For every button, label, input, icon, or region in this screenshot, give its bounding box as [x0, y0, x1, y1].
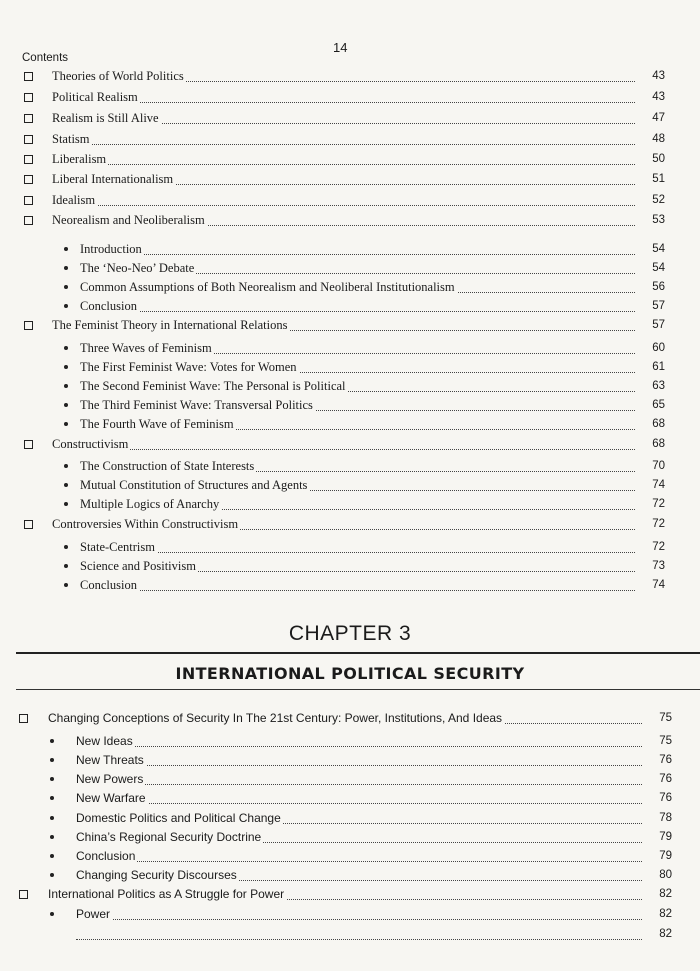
toc-entry: [0, 732, 700, 750]
dot-leader: [80, 576, 635, 591]
toc-entry: [0, 789, 700, 807]
toc-entry: [0, 538, 700, 556]
contents-header: Contents: [22, 52, 69, 64]
dot-leader: [52, 191, 635, 206]
bullet-icon: [64, 564, 68, 568]
toc-entry-page: 48: [635, 130, 665, 148]
toc-entry: [0, 515, 700, 533]
toc-entry-page: 72: [635, 538, 665, 556]
toc-entry: [0, 396, 700, 414]
toc-entry-label: Idealism: [52, 193, 96, 207]
checkbox-square-icon: [19, 890, 28, 899]
dot-leader: [76, 732, 642, 747]
toc-entry-page: 76: [642, 770, 672, 788]
toc-entry-label: Political Realism: [52, 90, 138, 104]
toc-entry-page: 63: [635, 377, 665, 395]
toc-entry-label: Theories of World Politics: [52, 69, 184, 83]
bullet-icon: [50, 816, 54, 820]
bullet-icon: [64, 422, 68, 426]
toc-entry-page: 65: [635, 396, 665, 414]
toc-entry: [0, 170, 700, 188]
checkbox-square-icon: [24, 114, 33, 123]
toc-entry-page: 79: [642, 828, 672, 846]
bullet-icon: [64, 403, 68, 407]
toc-entry-page: 54: [635, 259, 665, 277]
dot-leader: [76, 770, 642, 785]
toc-entry-label: Constructivism: [52, 437, 129, 451]
dot-leader: [76, 847, 642, 862]
chapter-rule-thin: [16, 689, 700, 690]
toc-entry-label: State-Centrism: [80, 540, 155, 554]
toc-entry: [0, 150, 700, 168]
bullet-icon: [64, 384, 68, 388]
toc-entry-label: The Fourth Wave of Feminism: [80, 417, 234, 431]
toc-entry: [0, 67, 700, 85]
toc-entry-label: Changing Security Discourses: [76, 868, 237, 882]
checkbox-square-icon: [24, 155, 33, 164]
toc-entry: [0, 866, 700, 884]
dot-leader: [76, 905, 642, 920]
toc-entry-label: Power: [76, 907, 111, 921]
checkbox-square-icon: [24, 135, 33, 144]
bullet-icon: [64, 346, 68, 350]
toc-entry-page: 76: [642, 789, 672, 807]
toc-entry-label: Changing Conceptions of Security In The 21st Century: Power, Institutions, And Ideas: [48, 711, 503, 725]
checkbox-square-icon: [24, 175, 33, 184]
checkbox-square-icon: [24, 93, 33, 102]
toc-entry-page: 79: [642, 847, 672, 865]
dot-leader: [80, 538, 635, 553]
chapter-title: INTERNATIONAL POLITICAL SECURITY: [175, 664, 525, 683]
dot-leader: [76, 925, 642, 940]
toc-entry-label: Mutual Constitution of Structures and Agents: [80, 478, 308, 492]
toc-entry-label: Liberalism: [52, 152, 107, 166]
toc-entry-label: New Threats: [76, 753, 144, 767]
toc-entry-page: 78: [642, 809, 672, 827]
page-number: 14: [333, 40, 348, 55]
chapter-heading: CHAPTER 3: [288, 622, 412, 645]
toc-entry-label: New Ideas: [76, 734, 133, 748]
checkbox-square-icon: [24, 72, 33, 81]
bullet-icon: [50, 854, 54, 858]
dot-leader: [76, 789, 642, 804]
toc-entry: [0, 828, 700, 846]
toc-entry-page: 57: [635, 297, 665, 315]
toc-entry-label: New Warfare: [76, 791, 146, 805]
toc-entry-page: 43: [635, 88, 665, 106]
toc-entry-page: 61: [635, 358, 665, 376]
toc-entry: [0, 88, 700, 106]
bullet-icon: [50, 739, 54, 743]
bullet-icon: [64, 266, 68, 270]
toc-entry-label: Statism: [52, 132, 90, 146]
toc-entry-page: 47: [635, 109, 665, 127]
bullet-icon: [64, 247, 68, 251]
toc-entry-page: 75: [642, 732, 672, 750]
toc-entry-page: 74: [635, 576, 665, 594]
checkbox-square-icon: [24, 216, 33, 225]
toc-entry-page: 50: [635, 150, 665, 168]
toc-entry-page: 82: [642, 925, 672, 943]
toc-entry: [0, 278, 700, 296]
bullet-icon: [50, 873, 54, 877]
toc-entry: [0, 109, 700, 127]
checkbox-square-icon: [19, 714, 28, 723]
bullet-icon: [50, 835, 54, 839]
toc-entry-page: 60: [635, 339, 665, 357]
bullet-icon: [50, 758, 54, 762]
bullet-icon: [64, 365, 68, 369]
toc-entry-page: 57: [635, 316, 665, 334]
bullet-icon: [64, 583, 68, 587]
chapter-rule-thick: [16, 652, 700, 654]
toc-entry: [0, 709, 700, 727]
toc-entry: [0, 905, 700, 923]
toc-entry-page: 70: [635, 457, 665, 475]
bullet-icon: [64, 483, 68, 487]
bullet-icon: [50, 796, 54, 800]
toc-entry-label: Neorealism and Neoliberalism: [52, 213, 205, 227]
toc-entry: [0, 476, 700, 494]
toc-entry-page: 74: [635, 476, 665, 494]
toc-entry-label: The Second Feminist Wave: The Personal is Political: [80, 379, 346, 393]
toc-entry-label: New Powers: [76, 772, 144, 786]
toc-entry: [0, 297, 700, 315]
toc-entry: [0, 809, 700, 827]
toc-entry-label: Conclusion: [80, 578, 137, 592]
toc-entry-label: Common Assumptions of Both Neorealism and Neoliberal Institutionalism: [80, 280, 455, 294]
toc-entry-page: 51: [635, 170, 665, 188]
toc-entry-label: Introduction: [80, 242, 142, 256]
toc-entry: [0, 751, 700, 769]
checkbox-square-icon: [24, 440, 33, 449]
toc-entry-page: 72: [635, 515, 665, 533]
bullet-icon: [50, 912, 54, 916]
toc-entry-label: Conclusion: [80, 299, 137, 313]
checkbox-square-icon: [24, 520, 33, 529]
dot-leader: [52, 130, 635, 145]
toc-entry-page: 43: [635, 67, 665, 85]
toc-entry-page: 80: [642, 866, 672, 884]
toc-entry: [0, 316, 700, 334]
bullet-icon: [64, 545, 68, 549]
toc-entry-label: The First Feminist Wave: Votes for Women: [80, 360, 297, 374]
toc-entry: [0, 415, 700, 433]
toc-entry-page: 68: [635, 435, 665, 453]
checkbox-square-icon: [24, 196, 33, 205]
bullet-icon: [64, 502, 68, 506]
bullet-icon: [50, 777, 54, 781]
toc-entry: [0, 770, 700, 788]
toc-entry-page: 76: [642, 751, 672, 769]
toc-entry-label: Three Waves of Feminism: [80, 341, 212, 355]
toc-entry-label: China’s Regional Security Doctrine: [76, 830, 262, 844]
toc-entry: [0, 576, 700, 594]
toc-entry: [0, 377, 700, 395]
dot-leader: [76, 751, 642, 766]
toc-entry: [0, 339, 700, 357]
toc-entry-page: 52: [635, 191, 665, 209]
toc-entry: [0, 259, 700, 277]
toc-entry-page: 75: [642, 709, 672, 727]
checkbox-square-icon: [24, 321, 33, 330]
bullet-icon: [64, 304, 68, 308]
toc-entry-label: Multiple Logics of Anarchy: [80, 497, 220, 511]
toc-entry: [0, 925, 700, 943]
toc-entry-label: The Third Feminist Wave: Transversal Politics: [80, 398, 313, 412]
toc-entry-label: The ‘Neo-Neo’ Debate: [80, 261, 195, 275]
toc-entry-label: International Politics as A Struggle for Power: [48, 887, 285, 901]
toc-entry-label: Domestic Politics and Political Change: [76, 811, 281, 825]
toc-entry: [0, 557, 700, 575]
toc-entry-label: Science and Positivism: [80, 559, 196, 573]
toc-entry-page: 82: [642, 885, 672, 903]
toc-entry-page: 82: [642, 905, 672, 923]
toc-entry-page: 54: [635, 240, 665, 258]
toc-entry: [0, 457, 700, 475]
toc-entry: [0, 495, 700, 513]
toc-entry-label: The Construction of State Interests: [80, 459, 255, 473]
toc-entry-page: 73: [635, 557, 665, 575]
toc-entry: [0, 191, 700, 209]
dot-leader: [52, 150, 635, 165]
toc-entry-page: 53: [635, 211, 665, 229]
toc-entry: [0, 847, 700, 865]
toc-entry: [0, 885, 700, 903]
dot-leader: [80, 240, 635, 255]
toc-entry-label: Realism is Still Alive: [52, 111, 159, 125]
toc-entry-page: 72: [635, 495, 665, 513]
toc-entry: [0, 240, 700, 258]
dot-leader: [52, 435, 635, 450]
toc-entry-label: The Feminist Theory in International Relations: [52, 318, 288, 332]
toc-entry-label: Controversies Within Constructivism: [52, 517, 239, 531]
toc-entry: [0, 435, 700, 453]
toc-entry: [0, 358, 700, 376]
toc-entry-label: Liberal Internationalism: [52, 172, 174, 186]
toc-entry-label: Conclusion: [76, 849, 136, 863]
bullet-icon: [64, 285, 68, 289]
toc-entry: [0, 211, 700, 229]
toc-entry-page: 68: [635, 415, 665, 433]
toc-entry-page: 56: [635, 278, 665, 296]
toc-entry: [0, 130, 700, 148]
dot-leader: [80, 297, 635, 312]
bullet-icon: [64, 464, 68, 468]
